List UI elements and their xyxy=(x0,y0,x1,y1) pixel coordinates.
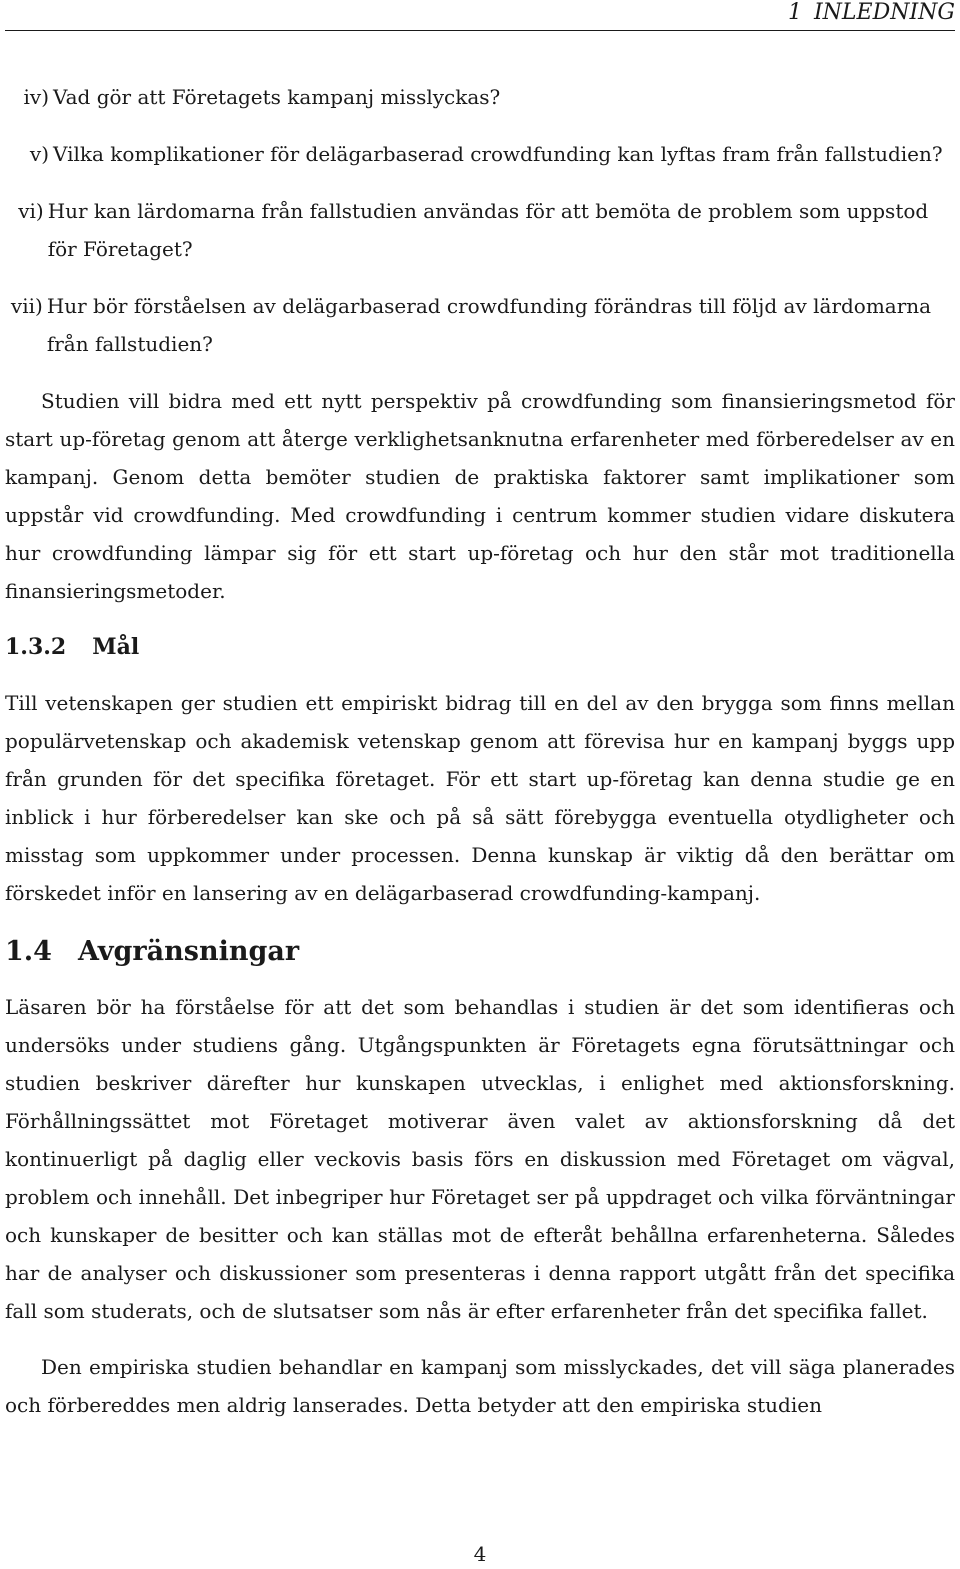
list-item-text: Hur kan lärdomarna från fallstudien användas för att bemöta de problem som uppstod för Företaget? xyxy=(47,199,929,261)
subsection-number: 1.3.2 xyxy=(5,634,67,660)
list-item-text: Vad gör att Företagets kampanj misslyckas? xyxy=(53,85,501,109)
list-item-text: Vilka komplikationer för delägarbaserad crowdfunding kan lyftas fram från fallstudien? xyxy=(53,142,943,166)
subsection-title: Mål xyxy=(92,634,140,660)
mal-paragraph: Till vetenskapen ger studien ett empiriskt bidrag till en del av den brygga som finns mellan populärvetenskap och akademisk vetenskap genom att förevisa hur en kampanj byggs upp från grunden för det specifika företaget. För ett start up-företag kan denna studie ge en inblick i hur förberedelser kan ske och på så sätt förebygga eventuella otydligheter och misstag som uppkommer under processen. Denna kunskap är viktig då den berättar om förskedet inför en lansering av en delägarbaserad crowdfunding-kampanj. xyxy=(5,691,955,905)
list-marker: vi) xyxy=(18,199,44,223)
list-item xyxy=(5,192,955,268)
list-marker: vii) xyxy=(10,294,43,318)
chapter-number: 1 xyxy=(787,0,802,25)
section-number: 1.4 xyxy=(5,936,52,967)
list-marker: iv) xyxy=(23,85,49,109)
page-content xyxy=(5,78,955,1442)
list-item xyxy=(5,287,955,363)
avgransningar-paragraph-2: Den empiriska studien behandlar en kampanj som misslyckades, det vill säga planerades och förbereddes men aldrig lanserades. Detta betyder att den empiriska studien xyxy=(5,1355,955,1417)
subsection-heading-mal xyxy=(5,628,955,666)
list-item-text: Hur bör förståelsen av delägarbaserad crowdfunding förändras till följd av lärdomarna från fallstudien? xyxy=(46,294,932,356)
chapter-title: INLEDNING xyxy=(813,0,955,25)
section-heading-avgransningar xyxy=(5,930,955,974)
research-questions-list xyxy=(5,78,955,363)
avgransningar-paragraph-1: Läsaren bör ha förståelse för att det som behandlas i studien är det som identifieras och undersöks under studiens gång. Utgångspunkten är Företagets egna förutsättningar och studien beskriver därefter hur kunskapen utvecklas, i enlighet med aktionsforskning. Förhållningssättet mot Företaget motiverar även valet av aktionsforskning då det kontinuerligt på daglig eller veckovis basis förs en diskussion med Företaget om vägval, problem och innehåll. Det inbegriper hur Företaget ser på uppdraget och vilka förväntningar och kunskaper de besitter och kan ställas mot de efteråt behållna erfarenheterna. Således har de analyser och diskussioner som presenteras i denna rapport utgått från det specifika fall som studerats, och de slutsatser som nås är efter erfarenheter från det specifika fallet. xyxy=(5,995,955,1323)
list-item xyxy=(5,78,955,116)
list-marker: v) xyxy=(29,142,49,166)
list-item xyxy=(5,135,955,173)
section-title: Avgränsningar xyxy=(77,936,300,967)
running-header xyxy=(5,0,955,31)
intro-paragraph: Studien vill bidra med ett nytt perspektiv på crowdfunding som finansieringsmetod för start up-företag genom att återge verklighetsanknutna erfarenheter med förberedelser av en kampanj. Genom detta bemöter studien de praktiska faktorer samt implikationer som uppstår vid crowdfunding. Med crowdfunding i centrum kommer studien vidare diskutera hur crowdfunding lämpar sig för ett start up-företag och hur den står mot traditionella finansieringsmetoder. xyxy=(5,389,955,603)
document-page xyxy=(5,0,955,1569)
page-number: 4 xyxy=(473,1542,487,1566)
